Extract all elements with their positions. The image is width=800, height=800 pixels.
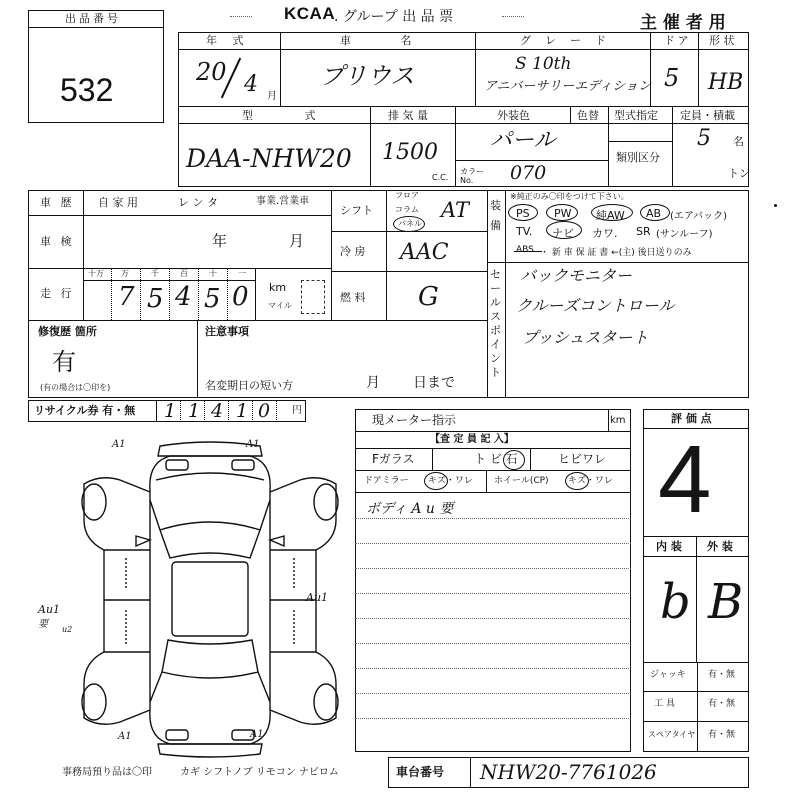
wheel-scratch-circle (565, 472, 589, 490)
tobi-label[interactable]: ト ビ 石 (474, 452, 518, 466)
car-body-outline (150, 456, 270, 744)
equip-pw-circle (546, 204, 578, 221)
equip-ab[interactable]: AB (646, 207, 662, 220)
mileage-digit-3: 4 (175, 282, 192, 312)
recycle-digit-2: 1 (188, 400, 201, 422)
month-unit: 月 (267, 91, 277, 102)
lot-label: 出品番号 (65, 12, 121, 25)
repair-label: 修復歴 箇所 (38, 325, 97, 338)
shift-value: AT (441, 198, 470, 222)
stray-dot (774, 204, 777, 207)
grade-value-2: アニバーサリーエディション (484, 79, 652, 94)
door-mirror-label: ドアミラー (364, 476, 409, 486)
month-value: 4 (244, 72, 258, 97)
digit-header-2: 千 (151, 269, 159, 278)
wheel-front-left (82, 484, 106, 520)
evaluation-score: 4 (658, 426, 712, 533)
evaluation-label: 評 価 点 (671, 412, 712, 425)
load-unit: トン (728, 167, 750, 180)
mileage-digit-2: 5 (147, 284, 164, 314)
footer-note: 事務局預り品は〇印 (62, 767, 152, 778)
mirror-scratch-circle (424, 472, 448, 490)
mileage-km: km (269, 281, 287, 294)
inspection-month-unit: 月 (289, 232, 305, 250)
equip-navi[interactable]: ナビ (552, 227, 574, 240)
digit-header-1: 万 (121, 269, 129, 278)
recycle-digit-1: 1 (164, 400, 177, 422)
equip-kawa[interactable]: カワ. (592, 227, 618, 240)
wheel-label: ホイール(CP) (494, 476, 549, 486)
exterior-label: 外 装 (707, 540, 733, 553)
year-value: 20 (196, 58, 227, 86)
diagram-mark-left2: 要 (38, 619, 48, 630)
history-business[interactable]: 事業.営業車 (256, 196, 310, 207)
displacement-value: 1500 (382, 140, 438, 165)
digit-header-5: 一 (238, 269, 246, 278)
organizer-label: 主 催 者 用 (640, 13, 726, 33)
repair-value: 有 (52, 348, 76, 376)
chassis-label: 車台番号 (396, 765, 445, 779)
spare-option[interactable]: 有・無 (708, 730, 736, 740)
equipment-note: ※純正のみ〇印をつけて下さい。 (510, 192, 629, 201)
aircon-value: AAC (400, 240, 449, 265)
type-designation-label: 型式指定 (614, 109, 658, 122)
equip-abs[interactable]: ABS (516, 245, 534, 255)
sales-point-line-3: プッシュスタート (522, 328, 649, 347)
interior-value: b (660, 574, 691, 630)
equip-ab-circle (640, 204, 670, 221)
mileage-digit-5: 0 (232, 282, 249, 312)
fuel-value: G (418, 282, 439, 312)
shift-floor[interactable]: フロア (395, 191, 419, 200)
wheel-rear-left (82, 684, 106, 720)
diagram-mark-left1: Au1 (38, 603, 61, 616)
brand-logo: KCAA (284, 4, 336, 23)
name-change-label: 名変期日の短い方 (205, 379, 293, 392)
diagram-mark-right: Au1 (306, 591, 329, 604)
recycle-digit-5: 0 (258, 400, 271, 422)
capacity-label: 定員・積載 (680, 109, 735, 122)
history-rental[interactable]: レ ン タ (178, 196, 218, 209)
name-change-month: 月 (366, 375, 380, 391)
meter-label: 現メーター指示 (372, 413, 457, 427)
mile-checkbox[interactable] (301, 280, 325, 314)
tools-label: 工 具 (654, 699, 675, 709)
repair-note: (有の場合は〇印を) (40, 383, 111, 392)
jack-option[interactable]: 有・無 (708, 670, 736, 680)
digit-header-3: 百 (180, 269, 188, 278)
history-private[interactable]: 自 家 用 (98, 196, 138, 209)
sales-point-line-1: バックモニター (520, 266, 633, 285)
header-brand-area (230, 4, 530, 26)
digit-header-4: 十 (209, 269, 217, 278)
aircon-label: 冷 房 (340, 245, 366, 258)
dotted-mark-left (230, 16, 252, 17)
shape-label: 形 状 (709, 34, 735, 47)
mirror-scratch-crack[interactable]: キズ・ワレ (428, 476, 473, 486)
diagram-mark-left3: u2 (62, 625, 73, 634)
inspection-label: 車 検 (40, 235, 72, 248)
equip-ps[interactable]: PS (516, 207, 530, 220)
inspection-year-unit: 年 (212, 232, 228, 250)
displacement-label: 排 気 量 (388, 109, 428, 122)
sales-point-label: セールスポイント (490, 268, 501, 379)
wheel-scratch-crack[interactable]: キズ・ワレ (568, 476, 613, 486)
equip-pw[interactable]: PW (554, 207, 572, 220)
model-value: DAA-NHW20 (186, 144, 352, 173)
roof (172, 562, 248, 636)
equip-navi-circle (546, 221, 582, 239)
name-change-day: 日まで (413, 375, 455, 391)
shape-value: HB (708, 70, 744, 95)
shift-panel-circle (393, 216, 425, 232)
equip-ps-circle (508, 204, 538, 221)
equip-warranty: ・ 新 車 保 証 書 ←(主) 後日送りのみ (540, 248, 692, 258)
shift-column[interactable]: コラム (395, 205, 419, 214)
equip-aw-circle (591, 204, 633, 221)
door-value: 5 (664, 64, 680, 92)
spare-label: スペアタイヤ (648, 730, 696, 739)
interior-label: 内 装 (656, 540, 682, 553)
cc-unit: C.C. (432, 173, 449, 182)
wheel-rear-right (314, 684, 338, 720)
inspector-handwritten: ボディ A u 要 (366, 501, 454, 517)
shift-panel[interactable]: パネル (398, 219, 422, 228)
door-label: ドア (664, 34, 692, 47)
diagram-mark-bl: A1 (118, 731, 132, 742)
mileage-mile: マイル (268, 301, 292, 310)
grade-value-1: S 10th (515, 54, 572, 74)
lot-number: 532 (60, 72, 114, 108)
mileage-digit-4: 5 (204, 284, 221, 314)
car-name-label: 車 名 (340, 34, 412, 47)
fuel-label: 燃 料 (340, 291, 366, 304)
model-label: 型 式 (242, 109, 316, 122)
capacity-value: 5 (697, 126, 711, 151)
rear-bumper (158, 744, 262, 757)
rear-glass (162, 640, 258, 678)
recycle-yen: 円 (292, 405, 302, 416)
mileage-label: 走 行 (40, 287, 72, 300)
car-name-value: プリウス (320, 62, 415, 90)
category-label: 類別区分 (616, 151, 660, 164)
middle-table (28, 190, 749, 398)
equip-sr[interactable]: SR (636, 225, 651, 238)
recycle-digit-3: 4 (211, 400, 224, 422)
tools-option[interactable]: 有・無 (708, 699, 736, 709)
color-value: パール (490, 128, 556, 153)
equip-ab-note: (エアバック) (670, 211, 728, 222)
recycle-digit-4: 1 (236, 400, 249, 422)
chassis-value: NHW20-7761026 (480, 760, 657, 784)
meter-km: km (610, 415, 626, 426)
crack-label[interactable]: ヒビワレ (558, 452, 607, 466)
diagram-mark-tr: A1 (246, 439, 260, 450)
group-title: . グループ 出 品 票 (334, 9, 454, 25)
diagram-mark-tl: A1 (112, 439, 126, 450)
jack-label: ジャッキ (650, 670, 686, 680)
inspector-title: 【査 定 員 記 入】 (430, 434, 514, 445)
abs-strike (514, 251, 542, 252)
grade-label: グレード (520, 34, 620, 47)
diagram-mark-br: A1 (250, 729, 264, 740)
wheel-front-right (314, 484, 338, 520)
equip-aw[interactable]: 純AW (596, 209, 625, 222)
recycle-label: リサイクル券 有・無 (34, 404, 136, 417)
exterior-value: B (708, 574, 744, 630)
mileage-digit-1: 7 (118, 282, 135, 312)
history-label: 車 歴 (40, 196, 72, 209)
digit-header-0: 十万 (88, 269, 104, 278)
year-label: 年 式 (206, 34, 250, 47)
color-no-label: カラー No. (460, 167, 484, 185)
color-no-value: 070 (510, 162, 547, 184)
notes-label: 注意事項 (205, 325, 249, 338)
footer-items: カギ シフトノブ リモコン ナビロム (180, 767, 339, 778)
color-change-label: 色替 (577, 109, 599, 122)
windshield (160, 522, 260, 558)
f-glass-label: Fガラス (372, 452, 415, 466)
dotted-mark-right (502, 16, 524, 17)
equip-sr-note: (サンルーフ) (656, 229, 713, 240)
tobi-circle (503, 450, 525, 470)
equipment-label: 装備 (490, 199, 501, 232)
capacity-unit: 名 (733, 135, 744, 148)
exterior-color-label: 外装色 (497, 109, 530, 122)
shift-label: シフト (340, 204, 373, 217)
sales-point-line-2: クルーズコントロール (516, 296, 675, 315)
equip-tv[interactable]: TV. (516, 225, 533, 238)
